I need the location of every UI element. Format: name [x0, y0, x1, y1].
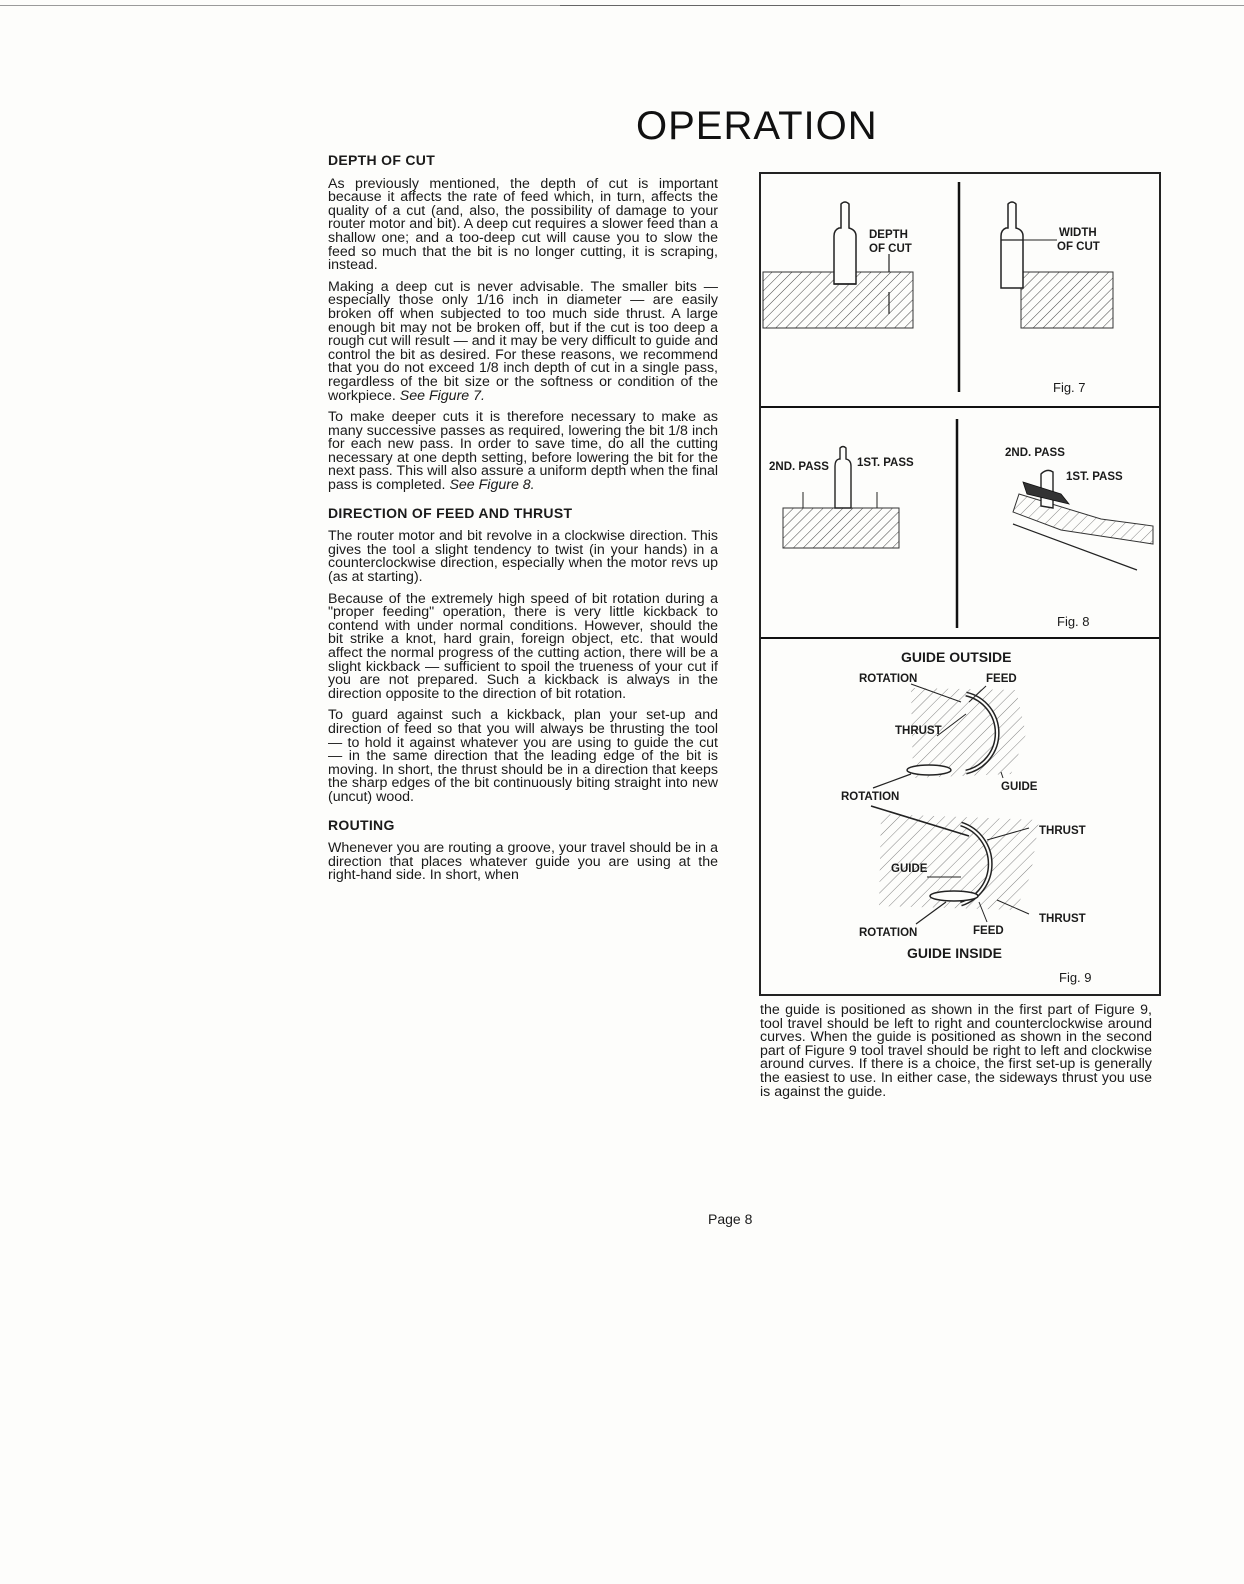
first-pass-label: 1ST. PASS — [1066, 471, 1123, 483]
right-column — [760, 1004, 1152, 1107]
heading-routing: ROUTING — [328, 816, 395, 833]
heading-depth-of-cut: DEPTH OF CUT — [328, 152, 436, 168]
heading-direction-of-feed: DIRECTION OF FEED AND THRUST — [328, 504, 573, 521]
fig7-width-diagram — [1001, 202, 1113, 328]
workpiece — [783, 508, 899, 548]
fig9-caption: Fig. 9 — [1059, 970, 1092, 985]
router-bit — [834, 202, 856, 284]
rotation-label: ROTATION — [841, 791, 900, 803]
scan-edge-line-dark — [560, 5, 900, 6]
guide-label: GUIDE — [1001, 781, 1038, 793]
thrust-label: THRUST — [1039, 913, 1086, 925]
width-label: WIDTH — [1059, 227, 1097, 239]
paragraph: the guide is positioned as shown in the first part of Figure 9, tool travel should be left to right and counterclockwise around curves. When the guide is positioned as shown in the second part of Figure 9 tool travel should be right to left and clockwise around curves. If there is a choice, the first set-up is generally the easiest to use. In either case, the sideways thrust you use is against the guide. — [760, 1002, 1152, 1100]
router-base — [907, 765, 951, 775]
router-bit — [835, 447, 851, 509]
depth-label: DEPTH — [869, 229, 908, 241]
workpiece — [1021, 272, 1113, 328]
router-bit — [1001, 202, 1023, 288]
router-base — [930, 891, 978, 901]
thrust-label: THRUST — [895, 725, 942, 737]
fig7-depth-diagram — [763, 202, 913, 328]
workpiece — [1013, 494, 1153, 544]
paragraph: Whenever you are routing a groove, your travel should be in a direction that places whatever guide you are using at the right-hand side. In short, when — [328, 840, 718, 884]
feed-label: FEED — [986, 673, 1017, 685]
guide-inside-heading: GUIDE INSIDE — [907, 945, 1002, 961]
paragraph: To make deeper cuts it is therefore necessary to make as many successive passes as required, lowering the bit 1/8 inch for each new pass. In order to save time, do all the cutting necessary at one depth setting, before lowering the bit for the next pass. This will also assure a uniform depth when the final pass is completed. See Figure 8. — [328, 409, 718, 494]
fig9-guide-inside — [859, 806, 1086, 961]
figures-panel — [759, 172, 1161, 996]
fig8-perspective-diagram — [1005, 447, 1153, 570]
page-title: OPERATION — [636, 104, 878, 148]
figures-illustration — [761, 174, 1159, 994]
left-column — [328, 154, 718, 891]
fig8-caption: Fig. 8 — [1057, 614, 1090, 629]
guide-label: GUIDE — [891, 863, 928, 875]
rotation-label: ROTATION — [859, 673, 918, 685]
figure-reference: See Figure 8. — [449, 477, 535, 494]
page-number: Page 8 — [708, 1211, 753, 1227]
width-label: OF CUT — [1057, 241, 1100, 253]
rotation-label: ROTATION — [859, 927, 918, 939]
second-pass-label: 2ND. PASS — [1005, 447, 1065, 459]
second-pass-label: 2ND. PASS — [769, 461, 829, 473]
figure-reference: See Figure 7. — [399, 387, 485, 404]
paragraph: The router motor and bit revolve in a clockwise direction. This gives the tool a slight tendency to twist (in your hands) in a counterclockwise direction, especially when the motor revs up (as at starting). — [328, 528, 718, 586]
fig9-guide-outside — [841, 649, 1038, 803]
paragraph: Making a deep cut is never advisable. The smaller bits — especially those only 1/16 inch in diameter — are easily broken off when subjected to too much side thrust. A large enough bit may not be broken off, but if the cut is too deep a rough cut will result — and it may be very difficult to guide and control the bit as desired. For these reasons, we recommend that you do not exceed 1/8 inch depth of cut in a single pass, regardless of the bit size or the softness or condition of the workpiece. See Figure 7. — [328, 278, 718, 404]
leader — [873, 774, 911, 788]
fig8-passes-diagram — [769, 447, 914, 549]
guide-outside-heading: GUIDE OUTSIDE — [901, 649, 1012, 665]
feed-label: FEED — [973, 925, 1004, 937]
fig7-caption: Fig. 7 — [1053, 380, 1086, 395]
paragraph: Because of the extremely high speed of bit rotation during a "proper feeding" operation, there is very little kickback to contend with under normal conditions. However, should the bit strike a knot, hard grain, foreign object, etc. that would affect the normal progress of the cutting action, there will be a slight kickback — sufficient to spoil the trueness of your cut if you are not prepared. Such a kickback is always in the direction opposite to the direction of bit rotation. — [328, 590, 718, 702]
thrust-label: THRUST — [1039, 825, 1086, 837]
first-pass-label: 1ST. PASS — [857, 457, 914, 469]
paragraph: To guard against such a kickback, plan your set-up and direction of feed so that you will always be thrusting the tool — to hold it against whatever you are using to guide the cut — in the same direction that the leading edge of the bit is moving. In short, the thrust should be in a direction that keeps the sharp edges of the bit continuously biting straight into new (uncut) wood. — [328, 707, 718, 805]
paragraph: As previously mentioned, the depth of cut is important because it affects the rate of feed which, in turn, affects the quality of a cut (and, also, the possibility of damage to your router motor and bit). A deep cut requires a slower feed than a shallow one; and a too-deep cut will cause you to slow the feed so much that the bit is no longer cutting, it is scraping, instead. — [328, 175, 718, 274]
depth-label: OF CUT — [869, 243, 912, 255]
